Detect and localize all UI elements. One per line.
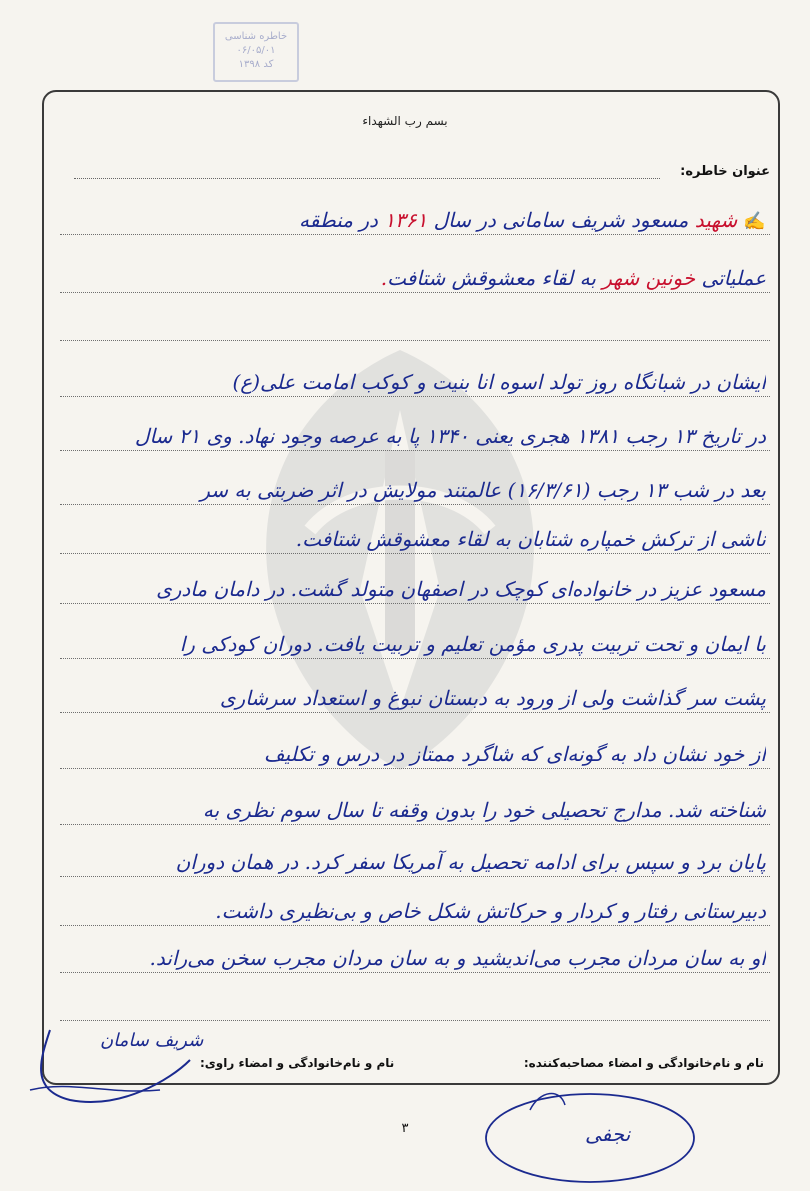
body-line: با ایمان و تحت تربیت پدری مؤمن تعلیم و تربیت یافت. دوران کودکی را [179,632,766,656]
title-martyr-word: شهید [694,208,738,232]
bismillah-heading: بسم رب الشهداء [362,114,448,128]
interviewer-signature: نجفی [585,1122,631,1146]
title-handwritten-line-2 [42,266,766,290]
title-city: خونین شهر [602,266,696,290]
ruled-line [60,712,770,713]
body-line: ناشی از ترکش خمپاره شتابان به لقاء معشوقش شتافت. [295,527,766,551]
emblem-watermark-icon [190,330,610,790]
body-line: مسعود عزیز در خانواده‌ای کوچک در اصفهان متولد گشت. در دامان مادری [156,577,766,601]
ruled-line [60,553,770,554]
ruled-line [60,658,770,659]
body-line: ایشان در شبانگاه روز تولد اسوه انا بنیت و کوکب امامت علی(ع) [232,370,766,394]
body-line: از خود نشان داد به گونه‌ای که شاگرد ممتاز در درس و تکلیف [263,742,766,766]
ruled-line [60,450,770,451]
page-number: ۳ [401,1121,409,1136]
ruled-line [60,603,770,604]
narrator-signature-flourish-icon [10,1020,200,1110]
interviewer-signature-label: نام و نام‌خانوادگی و امضاء مصاحبه‌کننده: [523,1056,764,1070]
narrator-signature: شریف سامان [100,1030,204,1051]
title-dotted-line [74,178,660,179]
ruled-line [60,292,770,293]
body-line: او به سان مردان مجرب می‌اندیشید و به سان مردان مجرب سخن می‌راند. [149,946,766,970]
ruled-line [60,234,770,235]
title-line-1-middle: مسعود شریف سامانی در سال [427,208,695,232]
ruled-line [60,504,770,505]
ruled-line [60,768,770,769]
title-end-dot: . [380,266,388,290]
title-line-1-end: در منطقه [299,208,385,232]
body-line: پشت سر گذاشت ولی از ورود به دبستان نبوغ و استعداد سرشاری [219,686,766,710]
ruled-line [60,396,770,397]
ruled-line [60,824,770,825]
title-line-2-end: به لقاء معشوقش شتافت [387,266,603,290]
ruled-line [60,876,770,877]
ruled-line [60,972,770,973]
body-line: شناخته شد. مدارج تحصیلی خود را بدون وقفه تا سال سوم نظری به [202,798,766,822]
body-line: پایان برد و سپس برای ادامه تحصیل به آمریکا سفر کرد. در همان دوران [175,850,766,874]
ruled-line [60,340,770,341]
pen-icon: ✍ [743,211,766,232]
body-line: دبیرستانی رفتار و کردار و حرکاتش شکل خاص و بی‌نظیری داشت. [215,899,766,923]
memory-title-label: عنوان خاطره: [680,164,770,179]
narrator-signature-label: نام و نام‌خانوادگی و امضاء راوی: [200,1056,395,1070]
ruled-line [60,925,770,926]
title-line-2-start: عملیاتی [695,266,766,290]
stamp-line-2: ۰۶/۰۵/۰۱ [236,45,276,56]
title-year: ۱۳۶۱ [384,208,428,232]
stamp-line-1: خاطره شناسی [224,31,288,42]
title-handwritten-line-1 [42,208,766,232]
stamp-line-3: کد ۱۳۹۸ [238,59,274,70]
archive-stamp [213,22,299,82]
body-line: بعد در شب ۱۳ رجب (۱۶/۳/۶۱) عالمتند مولایش در اثر ضربتی به سر [200,478,766,502]
body-line: در تاریخ ۱۳ رجب ۱۳۸۱ هجری یعنی ۱۳۴۰ پا به عرصه وجود نهاد. وی ۲۱ سال [134,424,766,448]
